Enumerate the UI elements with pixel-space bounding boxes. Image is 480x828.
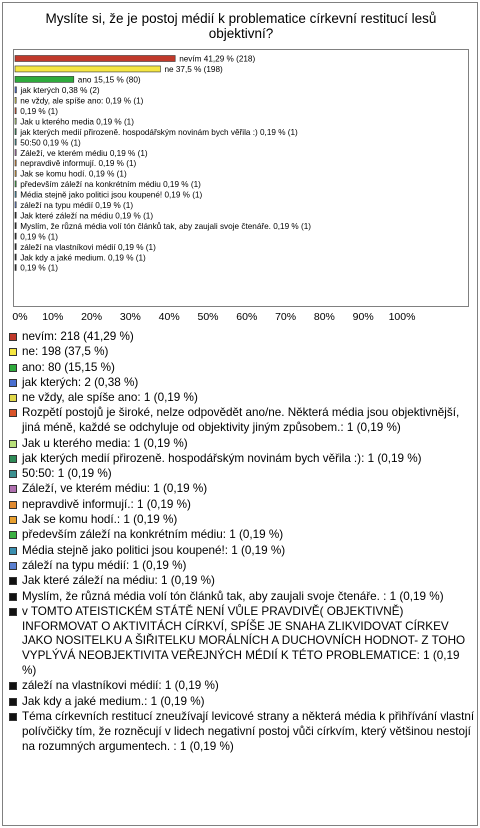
legend-item [9,498,475,513]
legend-item [9,391,475,406]
bar-label-11: Jak se komu hodí. 0,19 % (1) [20,169,127,179]
legend [9,330,475,755]
bar-17 [15,233,16,239]
legend-swatch [9,713,17,721]
legend-item [9,361,475,376]
legend-swatch [9,698,17,706]
legend-swatch [9,364,17,372]
legend-swatch [9,593,17,601]
legend-swatch [9,409,17,417]
x-tick-label: 20% [81,311,103,323]
legend-item [9,559,475,574]
legend-item [9,330,475,345]
legend-label: nepravdivě informují.: 1 (0,19 %) [22,497,191,511]
legend-label: ano: 80 (15,15 %) [22,360,115,374]
bar-label-0: nevím 41,29 % (218) [179,54,256,64]
chart-frame [2,2,478,826]
legend-swatch [9,379,17,387]
legend-label: ne: 198 (37,5 %) [22,345,109,359]
bar-label-10: nepravdivě informují. 0,19 % (1) [20,159,137,169]
bar-15 [15,212,16,218]
x-axis [3,311,479,325]
bar-label-15: Jak které záleží na médiu 0,19 % (1) [20,211,154,221]
bar-label-13: Média stejně jako politici jsou koupené! 0,19 % (1) [20,190,203,200]
bar-2 [15,76,74,82]
bar-label-19: Jak kdy a jaké medium. 0,19 % (1) [20,253,146,263]
x-tick-label: 100% [388,311,416,323]
legend-item [9,513,475,528]
bar-label-14: záleží na typu médií 0,19 % (1) [20,201,134,210]
legend-swatch [9,682,17,690]
legend-item [9,695,475,710]
x-tick-label: 0% [12,311,28,323]
bar-20 [15,265,16,271]
bar-label-8: 50:50 0,19 % (1) [20,138,81,148]
legend-item [9,467,475,482]
bar-label-1: ne 37,5 % (198) [164,65,223,75]
legend-label: především záleží na konkrétním médiu: 1 (0,19 %) [22,528,284,542]
bar-6 [15,118,16,124]
x-tick-label: 80% [313,311,335,323]
x-tick-label: 40% [158,311,180,323]
bar-label-20: 0,19 % (1) [20,263,58,273]
legend-label: záleží na typu médií: 1 (0,19 %) [22,558,187,572]
legend-label: Jak se komu hodí.: 1 (0,19 %) [22,513,178,527]
legend-label: 50:50: 1 (0,19 %) [22,467,112,481]
bar-19 [15,254,16,260]
legend-item [9,710,475,754]
legend-label: ne vždy, ale spíše ano: 1 (0,19 %) [22,391,198,405]
plot-area [13,49,469,307]
legend-swatch [9,394,17,402]
bar-13 [15,191,16,197]
bar-label-17: 0,19 % (1) [20,232,58,242]
legend-item [9,544,475,559]
bar-8 [15,139,16,145]
legend-swatch [9,348,17,356]
legend-label: jak kterých medií přirozeně. hospodářským novinám bych věřila :): 1 (0,19 %) [22,451,422,465]
bar-label-7: jak kterých medií přirozeně. hospodářským novinám bych věřila :) 0,19 % (1) [20,127,298,137]
legend-label: nevím: 218 (41,29 %) [22,330,134,343]
legend-label: Jak u kterého media: 1 (0,19 %) [22,436,188,450]
legend-item [9,437,475,452]
x-tick-label: 90% [352,311,374,323]
chart-title: Myslíte si, že je postoj médií k problematice církevní restitucí lesů objektivní? [45,11,437,41]
bar-label-3: jak kterých 0,38 % (2) [20,86,100,96]
legend-item [9,605,475,679]
bar-9 [15,150,16,156]
x-tick-label: 30% [119,311,141,323]
legend-label: Jak kdy a jaké medium.: 1 (0,19 %) [22,694,205,708]
bar-18 [15,244,16,250]
legend-label: Záleží, ve kterém médiu: 1 (0,19 %) [22,482,208,496]
bar-3 [15,87,16,93]
legend-label: Rozpětí postojů je široké, nelze odpovědět ano/ne. Některá média jsou objektivnější, jiná méně, každé se odchyluje od objektivity jiným způsobem.: 1 (0,19 %) [22,406,460,435]
legend-item [9,345,475,360]
bar-12 [15,181,16,187]
x-tick-label: 70% [275,311,297,323]
legend-item [9,528,475,543]
bar-label-5: 0,19 % (1) [20,106,58,116]
legend-swatch [9,577,17,585]
legend-item [9,452,475,467]
legend-swatch [9,501,17,509]
legend-label: Téma církevních restitucí zneužívají levicové strany a některá média k přihřívání vlastní polívčičky tím, že rozněcují v lidech negativní postoj vůči církvím, který většinou nestojí na rozumných argumentech. : 1 (0,19 %) [22,709,475,753]
legend-swatch [9,547,17,555]
bar-5 [15,108,16,114]
legend-swatch [9,562,17,570]
bar-label-12: především záleží na konkrétním médiu 0,19 % (1) [20,180,201,190]
bar-label-2: ano 15,15 % (80) [77,75,141,85]
x-tick-label: 10% [42,311,64,323]
bar-label-6: Jak u kterého media 0,19 % (1) [20,117,134,127]
x-tick-label: 60% [236,311,258,323]
legend-label: Myslím, že různá média volí tón článků tak, aby zaujali svoje čtenáře. : 1 (0,19 %) [22,589,444,603]
legend-swatch [9,455,17,463]
bar-10 [15,160,16,166]
legend-label: Jak které záleží na médiu: 1 (0,19 %) [22,574,215,588]
legend-swatch [9,608,17,616]
bar-11 [15,170,16,176]
bar-1 [15,66,161,72]
legend-swatch [9,440,17,448]
bar-4 [15,97,16,103]
legend-item [9,590,475,605]
legend-item [9,406,475,436]
bar-7 [15,129,16,135]
legend-item [9,376,475,391]
legend-swatch [9,531,17,539]
legend-label: Média stejně jako politici jsou koupené!: 1 (0,19 %) [22,543,286,557]
legend-swatch [9,516,17,524]
legend-item [9,574,475,589]
x-tick-label: 50% [197,311,219,323]
bar-16 [15,223,16,229]
legend-swatch [9,485,17,493]
bar-label-16: Myslím, že různá média volí tón článků tak, aby zaujali svoje čtenáře. 0,19 % (1) [20,221,311,231]
legend-label: záleží na vlastníkovi médií: 1 (0,19 %) [22,679,219,693]
legend-item [9,482,475,497]
bar-label-4: ne vždy, ale spíše ano: 0,19 % (1) [20,96,144,106]
legend-swatch [9,333,17,341]
bar-label-18: záleží na vlastníkovi médií 0,19 % (1) [20,242,156,252]
bar-chart-svg [14,50,470,308]
bar-14 [15,202,16,208]
legend-label: jak kterých: 2 (0,38 %) [22,375,139,389]
legend-label: v TOMTO ATEISTICKÉM STÁTĚ NENÍ VŮLE PRAVDIVĚ( OBJEKTIVNĚ) INFORMOVAT O AKTIVITÁCH CÍRKVÍ, SPÍŠE JE SNAHA ZLIKVIDOVAT CÍRKEV JAKO NOSITELKU A ŠIŘITELKU MORÁLNÍCH A DUCHOVNÍCH HODNOT- Z TOHO VYPLÝVÁ NEOBJEKTIVITA VEŘEJNÝCH MÉDIÍ K TÉTO PROBLEMATICE: 1 (0,19 %) [22,604,466,678]
bar-label-9: Záleží, ve kterém médiu 0,19 % (1) [20,148,148,158]
bar-0 [15,56,175,62]
legend-item [9,679,475,694]
legend-swatch [9,470,17,478]
